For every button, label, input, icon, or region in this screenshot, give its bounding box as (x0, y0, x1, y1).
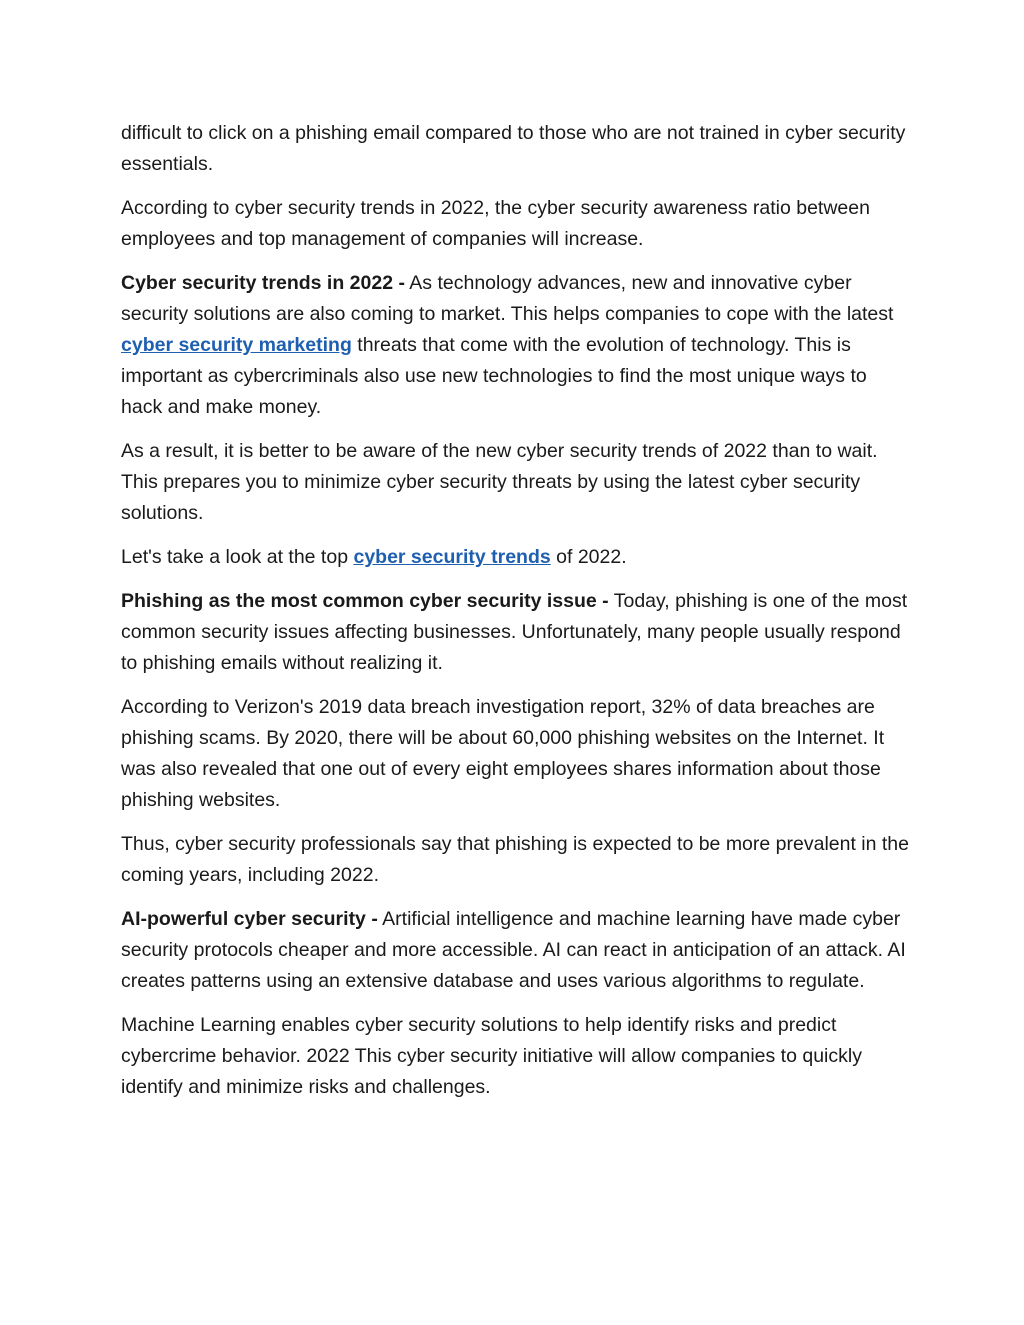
paragraph-text: Machine Learning enables cyber security solutions to help identify risks and predict cybercrime behavior. 2022 This cyber security initiative will allow companies to quickly identify and minimize risks and challenges. (121, 1014, 862, 1098)
paragraph-text: of 2022. (550, 546, 627, 568)
paragraph-awareness-ratio (121, 193, 911, 255)
paragraph-trends-2022 (121, 268, 911, 423)
paragraph-text: As technology advances, new and innovative cyber security solutions are also coming to market. This helps companies to cope with the latest (121, 272, 894, 325)
paragraph-top-trends (121, 542, 911, 573)
paragraph-phishing-training (121, 118, 911, 180)
paragraph-ai-security (121, 904, 911, 997)
cyber-security-marketing-link[interactable]: cyber security marketing (121, 334, 352, 356)
paragraph-lead-heading: Cyber security trends in 2022 - (121, 272, 405, 294)
paragraph-text: According to Verizon's 2019 data breach investigation report, 32% of data breaches are phishing scams. By 2020, there will be about 60,000 phishing websites on the Internet. It was also revealed that one out of every eight employees shares information about those phishing websites. (121, 696, 885, 811)
cyber-security-trends-link[interactable]: cyber security trends (353, 546, 551, 568)
document-page (121, 118, 911, 1116)
paragraph-text: As a result, it is better to be aware of the new cyber security trends of 2022 than to wait. This prepares you to minimize cyber security threats by using the latest cyber security solutions. (121, 440, 878, 524)
paragraph-phishing-issue (121, 586, 911, 679)
paragraph-text: Artificial intelligence and machine learning have made cyber security protocols cheaper and more accessible. AI can react in anticipation of an attack. AI creates patterns using an extensive database and uses various algorithms to regulate. (121, 908, 906, 992)
paragraph-lead-heading: Phishing as the most common cyber security issue - (121, 590, 609, 612)
paragraph-lead-heading: AI-powerful cyber security - (121, 908, 378, 930)
paragraph-verizon-report (121, 692, 911, 816)
paragraph-phishing-prevalent (121, 829, 911, 891)
paragraph-text: difficult to click on a phishing email compared to those who are not trained in cyber security essentials. (121, 122, 906, 175)
paragraph-machine-learning (121, 1010, 911, 1103)
paragraph-text: According to cyber security trends in 2022, the cyber security awareness ratio between employees and top management of companies will increase. (121, 197, 870, 250)
paragraph-text: Let's take a look at the top (121, 546, 354, 568)
paragraph-text: Thus, cyber security professionals say that phishing is expected to be more prevalent in the coming years, including 2022. (121, 833, 909, 886)
paragraph-text: threats that come with the evolution of technology. This is important as cybercriminals also use new technologies to find the most unique ways to hack and make money. (121, 334, 867, 418)
paragraph-be-aware (121, 436, 911, 529)
paragraph-text: Today, phishing is one of the most common security issues affecting businesses. Unfortunately, many people usually respond to phishing emails without realizing it. (121, 590, 908, 674)
